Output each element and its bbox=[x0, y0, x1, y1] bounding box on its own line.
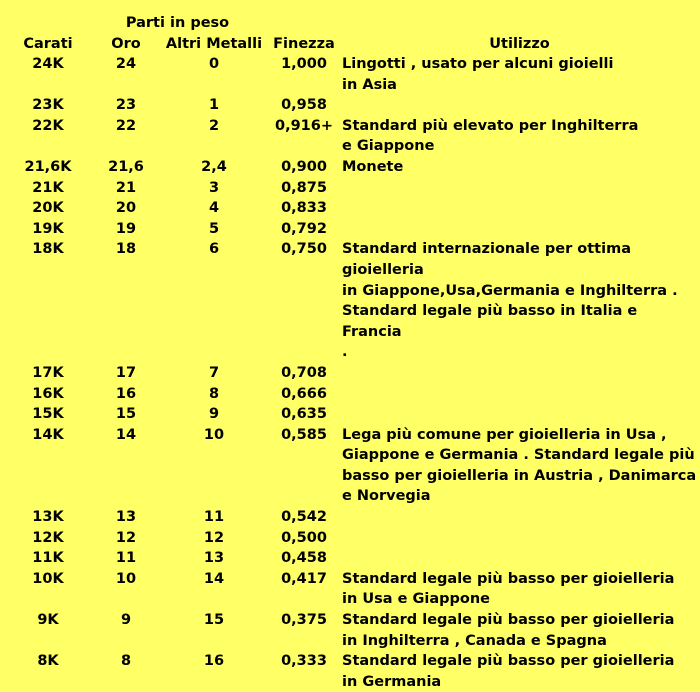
cell-oro: 12 bbox=[115, 529, 137, 546]
cell-finezza: 0,635 bbox=[281, 406, 327, 423]
cell-finezza: 0,900 bbox=[281, 158, 327, 175]
cell-carati: 19K bbox=[32, 220, 64, 237]
cell-altri-metalli: 8 bbox=[208, 385, 220, 402]
cell-utilizzo: Lega più comune per gioielleria in Usa , Giappone e Germania . Standard legale più basso per gioielleria in Austria , Danimarca e Norvegia bbox=[342, 426, 697, 505]
header-row bbox=[0, 35, 700, 54]
cell-utilizzo bbox=[339, 219, 700, 240]
cell-carati: 13K bbox=[32, 509, 64, 526]
cell-utilizzo: Standard legale più basso per gioielleria in Usa e Giappone bbox=[342, 570, 675, 608]
cell-utilizzo bbox=[339, 178, 700, 199]
header-carati: Carati bbox=[23, 36, 73, 52]
table-row bbox=[0, 157, 700, 178]
cell-oro: 15 bbox=[115, 406, 137, 423]
table-row bbox=[0, 425, 700, 507]
table-row bbox=[0, 219, 700, 240]
table-row bbox=[0, 548, 700, 569]
header-finezza: Finezza bbox=[273, 36, 335, 52]
cell-utilizzo: Lingotti , usato per alcuni gioielli in Asia bbox=[342, 56, 614, 93]
cell-oro: 24 bbox=[115, 56, 137, 72]
cell-utilizzo bbox=[339, 363, 700, 384]
cell-altri-metalli: 3 bbox=[208, 179, 220, 196]
cell-finezza: 0,833 bbox=[281, 200, 327, 217]
cell-carati: 23K bbox=[32, 97, 64, 114]
cell-utilizzo bbox=[339, 404, 700, 425]
cell-altri-metalli: 10 bbox=[203, 426, 225, 443]
cell-altri-metalli: 6 bbox=[208, 241, 220, 258]
cell-utilizzo bbox=[339, 528, 700, 549]
cell-utilizzo bbox=[339, 507, 700, 528]
cell-altri-metalli: 15 bbox=[203, 612, 225, 629]
cell-utilizzo: Standard legale più basso per gioielleria in Inghilterra , Canada e Spagna bbox=[342, 612, 675, 649]
cell-altri-metalli: 16 bbox=[203, 653, 225, 670]
table-row bbox=[0, 404, 700, 425]
cell-finezza: 0,458 bbox=[281, 550, 327, 567]
cell-oro: 9 bbox=[120, 612, 132, 629]
cell-finezza: 0,585 bbox=[281, 426, 327, 443]
cell-carati: 22K bbox=[32, 117, 64, 134]
cell-finezza: 0,417 bbox=[281, 570, 327, 587]
cell-utilizzo bbox=[339, 198, 700, 219]
cell-altri-metalli: 0 bbox=[208, 56, 220, 72]
cell-oro: 14 bbox=[115, 426, 137, 443]
cell-utilizzo bbox=[339, 548, 700, 569]
group-header-parti-in-peso: Parti in peso bbox=[125, 15, 230, 31]
table-row bbox=[0, 178, 700, 199]
cell-carati: 21K bbox=[32, 179, 64, 196]
karat-table bbox=[0, 35, 700, 692]
table-row bbox=[0, 528, 700, 549]
table-row bbox=[0, 569, 700, 610]
table-row bbox=[0, 363, 700, 384]
cell-finezza: 0,792 bbox=[281, 220, 327, 237]
cell-carati: 8K bbox=[37, 653, 59, 670]
cell-carati: 15K bbox=[32, 406, 64, 423]
cell-oro: 8 bbox=[120, 653, 132, 670]
cell-finezza: 0,916+ bbox=[274, 117, 333, 134]
cell-utilizzo bbox=[339, 95, 700, 116]
cell-finezza: 0,666 bbox=[281, 385, 327, 402]
cell-altri-metalli: 14 bbox=[203, 570, 225, 587]
cell-oro: 16 bbox=[115, 385, 137, 402]
cell-utilizzo bbox=[339, 384, 700, 405]
cell-oro: 21,6 bbox=[108, 158, 144, 175]
cell-altri-metalli: 13 bbox=[203, 550, 225, 567]
cell-finezza: 0,750 bbox=[281, 241, 327, 258]
cell-oro: 17 bbox=[115, 364, 137, 381]
cell-finezza: 0,375 bbox=[281, 612, 327, 629]
cell-altri-metalli: 9 bbox=[208, 406, 220, 423]
cell-altri-metalli: 7 bbox=[208, 364, 220, 381]
table-row bbox=[0, 651, 700, 692]
cell-oro: 10 bbox=[115, 570, 137, 587]
cell-altri-metalli: 2 bbox=[208, 117, 220, 134]
cell-carati: 12K bbox=[32, 529, 64, 546]
cell-finezza: 0,708 bbox=[281, 364, 327, 381]
cell-carati: 14K bbox=[32, 426, 64, 443]
cell-finezza: 1,000 bbox=[281, 56, 327, 72]
cell-carati: 17K bbox=[32, 364, 64, 381]
cell-altri-metalli: 5 bbox=[208, 220, 220, 237]
table-row bbox=[0, 198, 700, 219]
cell-altri-metalli: 12 bbox=[203, 529, 225, 546]
header-oro: Oro bbox=[111, 36, 141, 52]
table-row bbox=[0, 116, 700, 157]
cell-oro: 19 bbox=[115, 220, 137, 237]
cell-carati: 9K bbox=[37, 612, 59, 629]
cell-carati: 10K bbox=[32, 570, 64, 587]
cell-finezza: 0,958 bbox=[281, 97, 327, 114]
cell-carati: 21,6K bbox=[24, 158, 72, 175]
cell-oro: 11 bbox=[115, 550, 137, 567]
cell-altri-metalli: 4 bbox=[208, 200, 220, 217]
cell-finezza: 0,542 bbox=[281, 509, 327, 526]
cell-utilizzo: Standard più elevato per Inghilterra e Giappone bbox=[342, 117, 639, 155]
cell-carati: 18K bbox=[32, 241, 64, 258]
table-row bbox=[0, 610, 700, 651]
table-row bbox=[0, 95, 700, 116]
cell-altri-metalli: 11 bbox=[203, 509, 225, 526]
cell-carati: 11K bbox=[32, 550, 64, 567]
cell-oro: 22 bbox=[115, 117, 137, 134]
cell-carati: 20K bbox=[32, 200, 64, 217]
cell-utilizzo: Monete bbox=[342, 158, 404, 175]
cell-oro: 23 bbox=[115, 97, 137, 114]
cell-utilizzo: Standard internazionale per ottima gioielleria in Giappone,Usa,Germania e Inghilterra . Standard legale più basso in Italia e Francia . bbox=[342, 241, 678, 361]
table-row bbox=[0, 54, 700, 95]
table-row bbox=[0, 507, 700, 528]
cell-altri-metalli: 2,4 bbox=[201, 158, 227, 175]
cell-oro: 21 bbox=[115, 179, 137, 196]
cell-carati: 16K bbox=[32, 385, 64, 402]
header-utilizzo: Utilizzo bbox=[489, 36, 550, 52]
table-row bbox=[0, 384, 700, 405]
cell-altri-metalli: 1 bbox=[208, 97, 220, 114]
cell-finezza: 0,875 bbox=[281, 179, 327, 196]
cell-finezza: 0,500 bbox=[281, 529, 327, 546]
cell-utilizzo: Standard legale più basso per gioielleria in Germania bbox=[342, 653, 675, 690]
cell-oro: 20 bbox=[115, 200, 137, 217]
table-body bbox=[0, 54, 700, 692]
cell-carati: 24K bbox=[32, 56, 64, 72]
table-row bbox=[0, 239, 700, 363]
cell-oro: 18 bbox=[115, 241, 137, 258]
cell-finezza: 0,333 bbox=[281, 653, 327, 670]
header-altri-metalli: Altri Metalli bbox=[165, 36, 263, 52]
cell-oro: 13 bbox=[115, 509, 137, 526]
